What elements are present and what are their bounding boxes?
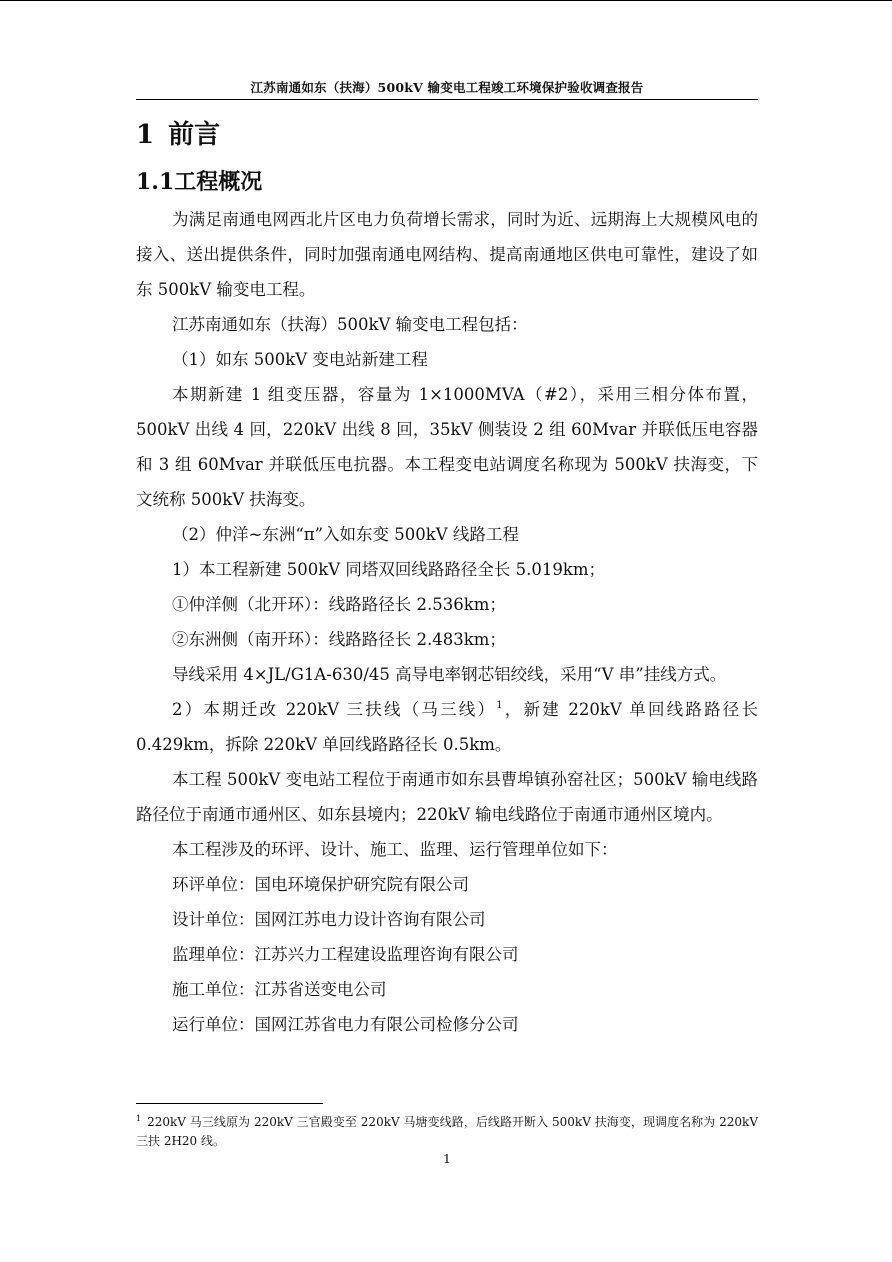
section-heading bbox=[136, 114, 220, 151]
footnote bbox=[136, 1113, 758, 1151]
subsection-heading: 1.1工程概况 bbox=[136, 169, 263, 195]
paragraph: 运行单位：国网江苏省电力有限公司检修分公司 bbox=[172, 1015, 519, 1034]
paragraph: （1）如东 500kV 变电站新建工程 bbox=[172, 350, 428, 369]
running-header-title: 江苏南通如东（扶海）500kV 输变电工程竣工环境保护验收调查报告 bbox=[250, 80, 644, 95]
paragraph: 施工单位：江苏省送变电公司 bbox=[172, 980, 387, 999]
paragraph: 本工程涉及的环评、设计、施工、监理、运行管理单位如下： bbox=[172, 840, 618, 859]
paragraph-text: 2）本期迁改 220kV 三扶线（马三线） bbox=[172, 700, 497, 719]
paragraph: 环评单位：国电环境保护研究院有限公司 bbox=[172, 875, 469, 894]
paragraph: 本工程 500kV 变电站工程位于南通市如东县曹埠镇孙窑社区；500kV 输电线路路径位于南通市通州区、如东县境内；220kV 输电线路位于南通市通州区境内。 bbox=[136, 770, 758, 824]
footnote-separator bbox=[136, 1103, 323, 1104]
footnote-mark: 1 bbox=[136, 1114, 142, 1123]
paragraph: 监理单位：江苏兴力工程建设监理咨询有限公司 bbox=[172, 945, 519, 964]
paragraph: 江苏南通如东（扶海）500kV 输变电工程包括： bbox=[172, 315, 528, 334]
header-rule bbox=[136, 99, 758, 100]
paragraph: （2）仲洋~东洲“π”入如东变 500kV 线路工程 bbox=[172, 525, 519, 544]
paragraph: 1）本工程新建 500kV 同塔双回线路路径全长 5.019km； bbox=[172, 560, 606, 579]
paragraph: 本期新建 1 组变压器，容量为 1×1000MVA（#2），采用三相分体布置，500kV 出线 4 回，220kV 出线 8 回，35kV 侧装设 2 组 60Mvar 并联低压电容器和 3 组 60Mvar 并联低压电抗器。本工程变电站调度名称现为 500kV 扶海变，下文统称 500kV 扶海变。 bbox=[136, 385, 758, 509]
paragraph: 设计单位：国网江苏电力设计咨询有限公司 bbox=[172, 910, 486, 929]
footnote-reference[interactable]: 1 bbox=[496, 700, 503, 711]
paragraph: 导线采用 4×JL/G1A-630/45 高导电率钢芯铝绞线，采用“V 串”挂线方式。 bbox=[172, 665, 727, 684]
section-title: 前言 bbox=[168, 120, 221, 150]
body-text bbox=[136, 202, 758, 1042]
paragraph: 为满足南通电网西北片区电力负荷增长需求，同时为近、远期海上大规模风电的接入、送出提供条件，同时加强南通电网结构、提高南通地区供电可靠性，建设了如东 500kV 输变电工程。 bbox=[136, 210, 758, 299]
footnote-text: 220kV 马三线原为 220kV 三官殿变至 220kV 马塘变线路，后线路开断入 500kV 扶海变，现调度名称为 220kV 三扶 2H20 线。 bbox=[136, 1115, 758, 1148]
paragraph-text: ，新建 220kV 单回线路路径长 0.429km，拆除 220kV 单回线路路径长 0.5km。 bbox=[136, 700, 758, 754]
page-number: 1 bbox=[443, 1151, 451, 1166]
paragraph bbox=[136, 692, 758, 762]
top-border-line bbox=[0, 0, 892, 1]
paragraph: ①仲洋侧（北开环）：线路路径长 2.536km； bbox=[172, 595, 506, 614]
paragraph: ②东洲侧（南开环）：线路路径长 2.483km； bbox=[172, 630, 506, 649]
section-number: 1 bbox=[136, 120, 155, 150]
